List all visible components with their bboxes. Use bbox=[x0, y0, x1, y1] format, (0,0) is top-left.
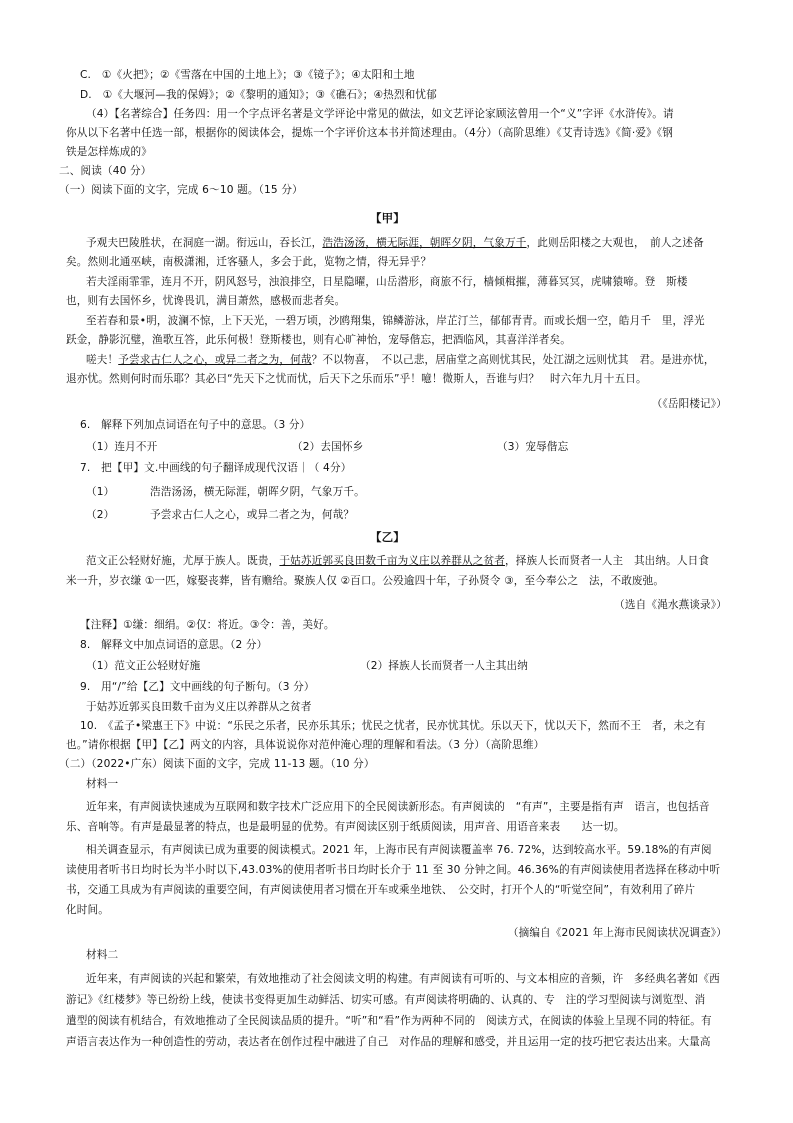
task4-line2: 你从以下名著中任选一部，根据你的阅读体会，提炼一个字评价这本书并简述理由。（4分）（高阶思维）《艾青诗选》《简·爱》《钢 bbox=[66, 127, 674, 139]
question-7: 7. 把【甲】文.中画线的句子翻译成现代汉语｜（ 4分） bbox=[80, 462, 352, 474]
jia-text: ？不以物喜， 不以己悲，居庙堂之高则忧其民，处江湖之远则忧其 君。是进亦忧， bbox=[311, 354, 715, 366]
m1-para2-line3: 书，交通工具成为有声阅读的重要空间，有声阅读使用者习惯在开车或乘坐地铁、 公交时，打开个人的“听觉空间”，有效利用了碎片 bbox=[66, 884, 696, 896]
q7-label-1: （1） bbox=[86, 486, 115, 498]
jia-text: ，此则岳阳楼之大观也， 前人之述备 bbox=[526, 237, 704, 249]
m1-para1-line2: 乐、音响等。有声是最显著的特点，也是最明显的优势。有声阅读区别于纸质阅读，用声音、用语音来表 达一切。 bbox=[66, 821, 625, 833]
jia-underlined-sentence-1: 浩浩汤汤，横无际涯，朝晖夕阴，气象万千 bbox=[322, 237, 527, 249]
task4-line1: （4）【名著综合】任务四：用一个字点评名著是文学评论中常见的做法，如文艺评论家顾泫曾用一个“义”字评《水浒传》。请 bbox=[86, 108, 674, 120]
m1-source: （摘编自《2021 年上海市民阅读状况调查》） bbox=[507, 927, 727, 939]
question-6: 6. 解释下列加点词语在句子中的意思。（3 分） bbox=[80, 419, 311, 431]
part2-instruction: （二）（2022•广东）阅读下面的文字，完成 11-13 题。（10 分） bbox=[59, 758, 375, 770]
q8-item-2: （2）择族人长而贤者一人主其出纳 bbox=[360, 660, 529, 672]
m1-para1-line1: 近年来，有声阅读快速成为互联网和数字技术广泛应用下的全民阅读新形态。有声阅读的 “有声”，主要是指有声 语言，也包括音 bbox=[86, 801, 710, 813]
text-yi-heading: 【乙】 bbox=[370, 530, 405, 544]
question-8: 8. 解释文中加点词语的意思。（2 分） bbox=[80, 639, 268, 651]
material-2-label: 材料二 bbox=[86, 949, 119, 961]
m2-line3: 遣型的阅读有机结合，有效地推动了全民阅读品质的提升。“听”和“看”作为两种不同的 阅读方式，在阅读的体验上呈现不同的特征。有 bbox=[66, 1015, 712, 1027]
option-c: C. ①《火把》；②《雪落在中国的土地上》；③《镜子》；④太阳和土地 bbox=[80, 69, 415, 81]
question-9: 9. 用“/”给【乙】文中画线的句子断句。（3 分） bbox=[80, 681, 315, 693]
jia-para4-line2: 退亦忧。然则何时而乐耶？其必曰“先天下之忧而忧，后天下之乐而乐”乎！噫！微斯人，吾谁与归？ 时六年九月十五日。 bbox=[66, 373, 647, 385]
yi-line2: 米一升，岁衣缣 ①一匹，嫁娶丧葬，皆有赡给。聚族人仅 ②百口。公殁逾四十年，子孙贤令 ③，至今奉公之 法，不敢废弛。 bbox=[66, 575, 665, 587]
section-reading-title: 二、阅读（40 分） bbox=[59, 165, 152, 177]
yi-notes: 【注释】①缣：细绢。②仅：将近。③令：善，美好。 bbox=[80, 619, 335, 631]
yi-line1 bbox=[86, 554, 709, 568]
m1-para2-line1: 相关调查显示，有声阅读已成为重要的阅读模式。2021 年，上海市民有声阅读覆盖率 76. 72%，达到较高水平。59.18%的有声阅 bbox=[86, 844, 712, 856]
jia-para1-line2: 矣。然则北通巫峡，南极潇湘，迁客骚人，多会于此，览物之情，得无异乎？ bbox=[66, 256, 432, 268]
material-1-label: 材料一 bbox=[86, 778, 119, 790]
jia-text: 予观夫巴陵胜状，在洞庭一湖。衔远山，吞长江， bbox=[86, 237, 323, 249]
q6-item-1: （1）连月不开 bbox=[86, 441, 158, 453]
jia-source: （《岳阳楼记》） bbox=[651, 398, 727, 410]
option-d: D. ①《大堰河—我的保姆》；②《黎明的通知》；③《礁石》；④热烈和忧郁 bbox=[80, 89, 437, 101]
part1-instruction: （一）阅读下面的文字，完成 6～10 题。（15 分） bbox=[59, 184, 303, 196]
jia-text: 嗟夫！ bbox=[86, 354, 119, 366]
m2-line1: 近年来，有声阅读的兴起和繁荣，有效地推动了社会阅读文明的构建。有声阅读有可听的、与文本相应的音频，许 多经典名著如《西 bbox=[86, 973, 720, 985]
m2-line2: 游记》《红楼梦》等已纷纷上线，使读书变得更加生动鲜活、切实可感。有声阅读将明确的、认真的、专 注的学习型阅读与浏览型、消 bbox=[66, 994, 706, 1006]
question-10-line2: 也。”请你根据【甲】【乙】两文的内容，具体说说你对范仲淹心理的理解和看法。（3 分）（高阶思维） bbox=[66, 739, 545, 751]
jia-para3-line2: 跃金，静影沉璧，渔歌互答，此乐何极！登斯楼也，则有心旷神怡，宠辱偕忘，把酒临风，其喜洋洋者矣。 bbox=[66, 334, 571, 346]
yi-source: （选自《渑水燕谈录》） bbox=[614, 599, 727, 611]
task4-line3: 铁是怎样炼成的》 bbox=[66, 146, 152, 158]
jia-para1-line1 bbox=[86, 236, 704, 250]
yi-text: ，择族人长而贤者一人主 其出纳。人日食 bbox=[505, 555, 710, 567]
text-jia-heading: 【甲】 bbox=[370, 211, 405, 225]
question-10-line1: 10. 《孟子•梁惠王下》中说：“乐民之乐者，民亦乐其乐；忧民之忧者，民亦忧其忧。乐以天下，忧以天下，然而不王 者，未之有 bbox=[80, 720, 706, 732]
yi-text: 范文正公轻财好施，尤厚于族人。既贵， bbox=[86, 555, 280, 567]
q6-item-2: （2）去国怀乡 bbox=[292, 441, 364, 453]
jia-para3-line1: 至若春和景•明，波澜不惊，上下天光，一碧万顷，沙鸥翔集，锦鳞游泳，岸芷汀兰，郁郁青青。而或长烟一空，皓月千 里，浮光 bbox=[86, 315, 705, 327]
jia-para2-line1: 若夫淫雨霏霏，连月不开，阴风怒号，浊浪排空，日星隐曜，山岳潜形，商旅不行，樯倾楫摧，薄暮冥冥，虎啸猿啼。登 斯楼 bbox=[86, 276, 688, 288]
jia-para4-line1 bbox=[86, 353, 715, 367]
jia-underlined-sentence-2: 予尝求古仁人之心，或异二者之为，何哉 bbox=[118, 354, 312, 366]
m1-para2-line4: 化时间。 bbox=[66, 904, 109, 916]
q8-item-1: （1）范文正公轻财好施 bbox=[86, 660, 201, 672]
yi-underlined-sentence: 于姑苏近郭买良田数千亩为义庄以养群从之贫者 bbox=[279, 555, 506, 567]
q7-sentence-2: 予尝求古仁人之心，或异二者之为，何哉？ bbox=[150, 509, 355, 521]
q7-sentence-1: 浩浩汤汤，横无际涯，朝晖夕阴，气象万千。 bbox=[150, 486, 365, 498]
jia-para2-line2: 也，则有去国怀乡，忧谗畏讥，满目萧然，感极而悲者矣。 bbox=[66, 295, 346, 307]
q9-sentence: 于姑苏近郭买良田数千亩为义庄以养群从之贫者 bbox=[86, 701, 312, 713]
m1-para2-line2: 读使用者听书日均时长为半小时以下,43.03%的使用者听书日均时长介于 11 至 30 分钟之间。46.36%的有声阅读使用者选择在移动中听 bbox=[66, 864, 721, 876]
q7-label-2: （2） bbox=[86, 509, 115, 521]
q6-item-3: （3）宠辱偕忘 bbox=[497, 441, 569, 453]
m2-line4: 声语言表达作为一种创造性的劳动，表达者在创作过程中融进了自己 对作品的理解和感受，并且运用一定的技巧把它表达出来。大量高 bbox=[66, 1036, 711, 1048]
